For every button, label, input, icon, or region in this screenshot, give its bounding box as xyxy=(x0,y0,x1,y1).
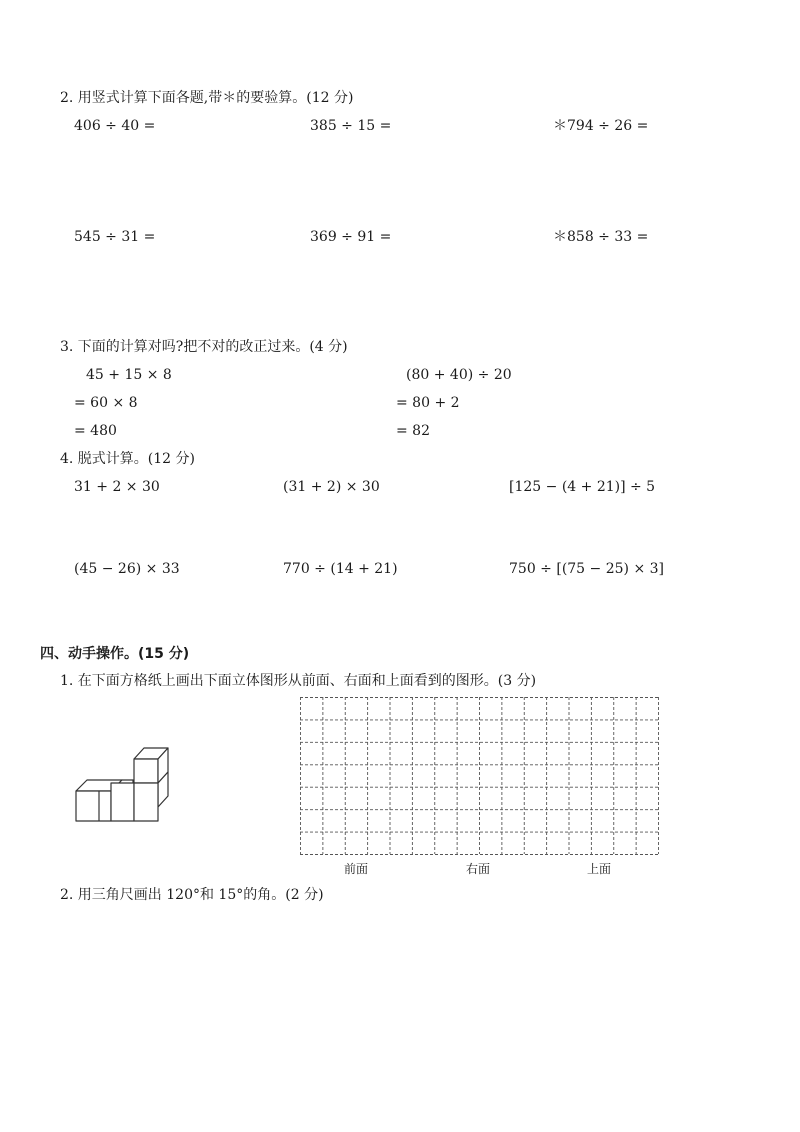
q4-item-6: 750 ÷ [(75 − 25) × 3] xyxy=(509,561,664,577)
q4-item-5: 770 ÷ (14 + 21) xyxy=(283,561,398,577)
q2-item-2: 385 ÷ 15 = xyxy=(310,118,392,134)
cube-figure xyxy=(74,744,184,824)
q3-left-line-3: = 480 xyxy=(74,423,117,439)
s4-q2-title: 2. 用三角尺画出 120°和 15°的角。(2 分) xyxy=(60,887,324,903)
q2-item-6: ＊858 ÷ 33 = xyxy=(553,229,649,245)
section-4-heading: 四、动手操作。(15 分) xyxy=(40,646,190,662)
q4-title: 4. 脱式计算。(12 分) xyxy=(60,451,195,467)
q4-item-2: (31 + 2) × 30 xyxy=(283,479,380,495)
q4-item-4: (45 − 26) × 33 xyxy=(74,561,180,577)
q3-left-line-2: = 60 × 8 xyxy=(74,395,138,411)
q4-item-1: 31 + 2 × 30 xyxy=(74,479,160,495)
q3-right-line-1: (80 + 40) ÷ 20 xyxy=(406,367,512,383)
q3-right-line-3: = 82 xyxy=(396,423,430,439)
q2-item-1: 406 ÷ 40 = xyxy=(74,118,156,134)
grid-label-right: 右面 xyxy=(466,862,491,876)
dashed-grid-paper xyxy=(300,697,659,855)
q2-item-4: 545 ÷ 31 = xyxy=(74,229,156,245)
q3-right-line-2: = 80 + 2 xyxy=(396,395,460,411)
grid-label-front: 前面 xyxy=(344,862,369,876)
q2-title: 2. 用竖式计算下面各题,带＊的要验算。(12 分) xyxy=(60,90,354,106)
q2-item-5: 369 ÷ 91 = xyxy=(310,229,392,245)
q3-left-line-1: 45 + 15 × 8 xyxy=(86,367,172,383)
q2-item-3: ＊794 ÷ 26 = xyxy=(553,118,649,134)
q4-item-3: [125 − (4 + 21)] ÷ 5 xyxy=(509,479,656,495)
grid-label-top: 上面 xyxy=(587,862,612,876)
q3-title: 3. 下面的计算对吗?把不对的改正过来。(4 分) xyxy=(60,339,348,355)
s4-q1-title: 1. 在下面方格纸上画出下面立体图形从前面、右面和上面看到的图形。(3 分) xyxy=(60,673,537,689)
